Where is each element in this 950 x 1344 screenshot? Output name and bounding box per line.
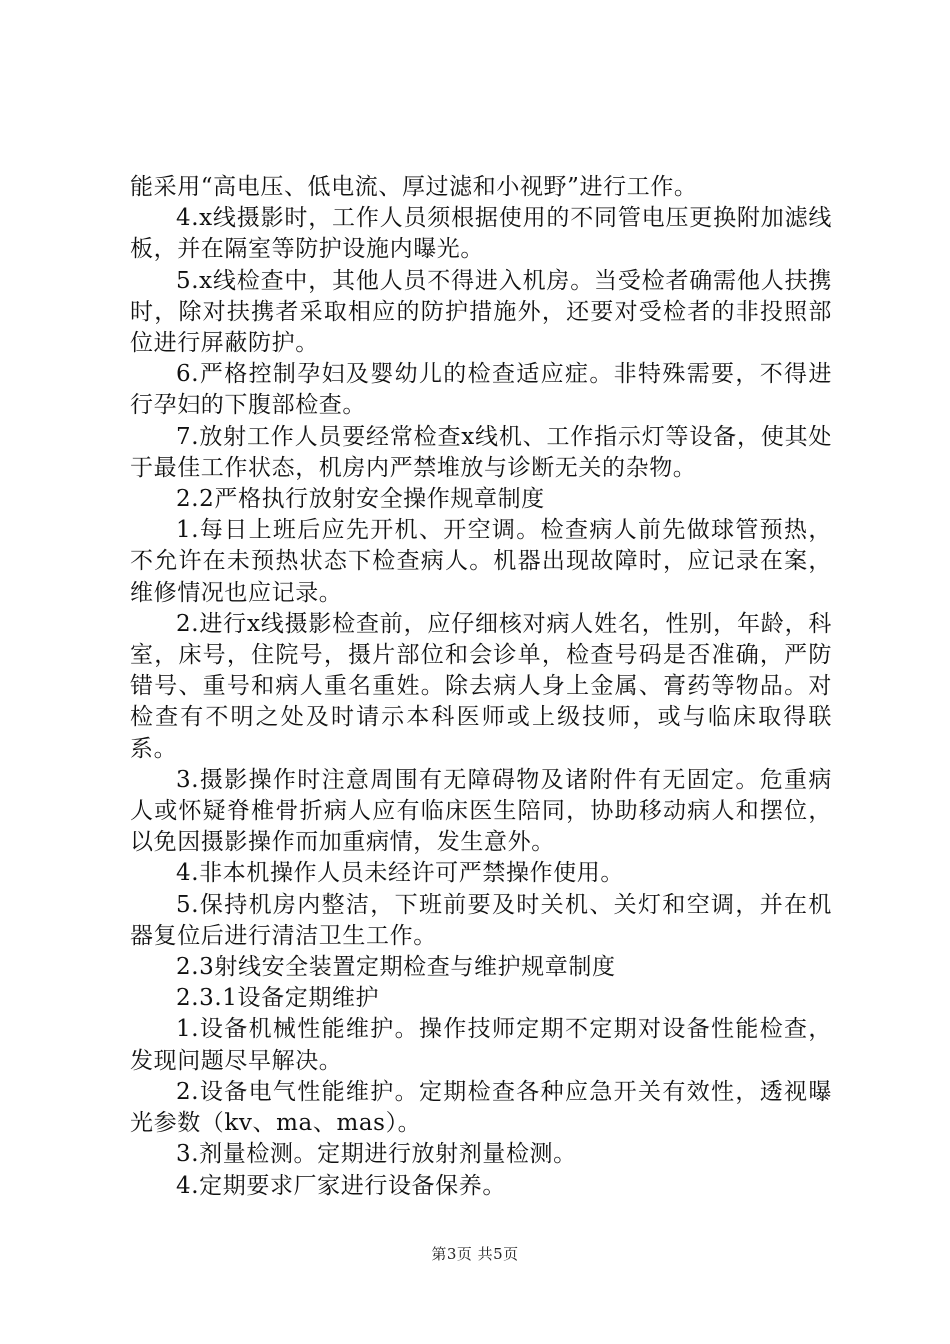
paragraph: 4.x线摄影时，工作人员须根据使用的不同管电压更换附加滤线板，并在隔室等防护设施内曝光。 [130,205,832,263]
paragraph: 3.摄影操作时注意周围有无障碍物及诸附件有无固定。危重病人或怀疑脊椎骨折病人应有临床医生陪同，协助移动病人和摆位，以免因摄影操作而加重病情，发生意外。 [130,766,832,856]
document-body [130,172,832,1202]
paragraph: 5.保持机房内整洁，下班前要及时关机、关灯和空调，并在机器复位后进行清洁卫生工作。 [130,891,832,949]
paragraph: 1.每日上班后应先开机、开空调。检查病人前先做球管预热，不允许在未预热状态下检查病人。机器出现故障时，应记录在案，维修情况也应记录。 [130,517,832,606]
section-heading: 2.2严格执行放射安全操作规章制度 [176,486,545,513]
paragraph: 1.设备机械性能维护。操作技师定期不定期对设备性能检查，发现问题尽早解决。 [130,1016,832,1074]
paragraph: 2.设备电气性能维护。定期检查各种应急开关有效性，透视曝光参数（kv、ma、mas）。 [130,1078,832,1137]
paragraph: 6.严格控制孕妇及婴幼儿的检查适应症。非特殊需要，不得进行孕妇的下腹部检查。 [130,361,832,419]
page-number-footer: 第3页 共5页 [431,1245,519,1263]
paragraph: 7.放射工作人员要经常检查x线机、工作指示灯等设备，使其处于最佳工作状态，机房内严禁堆放与诊断无关的杂物。 [130,423,832,481]
paragraph: 4.非本机操作人员未经许可严禁操作使用。 [176,860,624,887]
subsection-heading: 2.3.1设备定期维护 [176,985,380,1012]
paragraph: 能采用“高电压、低电流、厚过滤和小视野”进行工作。 [130,174,698,200]
paragraph: 3.剂量检测。定期进行放射剂量检测。 [176,1141,577,1168]
paragraph: 5.x线检查中，其他人员不得进入机房。当受检者确需他人扶携时，除对扶携者采取相应的防护措施外，还要对受检者的非投照部位进行屏蔽防护。 [130,267,832,357]
section-heading: 2.3射线安全装置定期检查与维护规章制度 [176,954,616,981]
paragraph: 2.进行x线摄影检查前，应仔细核对病人姓名，性别，年龄，科室，床号，住院号，摄片部位和会诊单，检查号码是否准确，严防错号、重号和病人重名重姓。除去病人身上金属、膏药等物品。对检查有不明之处及时请示本科医师或上级技师，或与临床取得联系。 [130,610,832,762]
paragraph: 4.定期要求厂家进行设备保养。 [176,1172,506,1199]
